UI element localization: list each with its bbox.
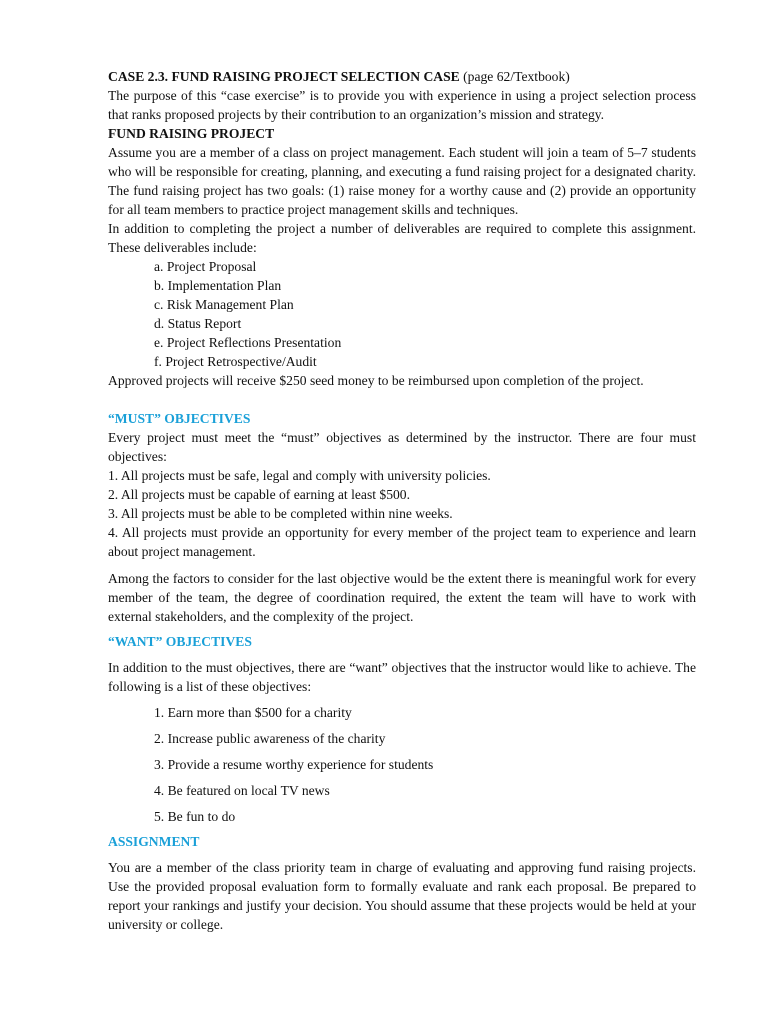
list-item: 2. All projects must be capable of earning at least $500. — [108, 487, 410, 502]
intro-paragraph: The purpose of this “case exercise” is to provide you with experience in using a project selection process that ranks proposed projects by their contribution to an organization’s mission and strategy. — [108, 88, 696, 122]
must-factors-paragraph: Among the factors to consider for the last objective would be the extent there is meaningful work for every member of the team, the degree of coordination required, the extent the team will have to work with external stakeholders, and the complexity of the project. — [108, 571, 696, 624]
list-item: 1. Earn more than $500 for a charity — [154, 705, 352, 720]
assignment-paragraph: You are a member of the class priority team in charge of evaluating and approving fund raising projects. Use the provided proposal evaluation form to formally evaluate and rank each proposal. Be prepared to report your rankings and justify your decision. You should assume that these projects would be held at your university or college. — [108, 860, 696, 932]
case-title-bold: CASE 2.3. FUND RAISING PROJECT SELECTION CASE — [108, 69, 460, 84]
list-item: f. Project Retrospective/Audit — [154, 354, 317, 369]
want-objectives-list — [108, 703, 696, 826]
must-objectives-intro: Every project must meet the “must” objectives as determined by the instructor. There are four must objectives: — [108, 430, 696, 464]
list-item: 5. Be fun to do — [154, 809, 236, 824]
list-item: 1. All projects must be safe, legal and comply with university policies. — [108, 468, 491, 483]
deliverables-intro: In addition to completing the project a number of deliverables are required to complete this assignment. These deliverables include: — [108, 221, 696, 255]
list-item: e. Project Reflections Presentation — [154, 335, 342, 350]
assignment-heading: ASSIGNMENT — [108, 834, 200, 849]
must-objectives-heading: “MUST” OBJECTIVES — [108, 411, 251, 426]
list-item: 2. Increase public awareness of the charity — [154, 731, 386, 746]
list-item: c. Risk Management Plan — [154, 297, 294, 312]
list-item: 3. All projects must be able to be completed within nine weeks. — [108, 506, 453, 521]
must-objectives-list — [108, 466, 696, 561]
list-item: d. Status Report — [154, 316, 242, 331]
fund-raising-heading: FUND RAISING PROJECT — [108, 126, 275, 141]
list-item: b. Implementation Plan — [154, 278, 282, 293]
case-title-reference: (page 62/Textbook) — [459, 69, 570, 84]
want-objectives-intro: In addition to the must objectives, there are “want” objectives that the instructor would like to achieve. The following is a list of these objectives: — [108, 660, 696, 694]
list-item: 4. Be featured on local TV news — [154, 783, 330, 798]
list-item: 4. All projects must provide an opportunity for every member of the project team to experience and learn about project management. — [108, 525, 696, 559]
fund-raising-paragraph: Assume you are a member of a class on project management. Each student will join a team of 5–7 students who will be responsible for creating, planning, and executing a fund raising project for a designated charity. The fund raising project has two goals: (1) raise money for a worthy cause and (2) provide an opportunity for all team members to practice project management skills and techniques. — [108, 145, 696, 217]
want-objectives-heading: “WANT” OBJECTIVES — [108, 634, 252, 649]
list-item: a. Project Proposal — [154, 259, 257, 274]
blank-line — [108, 390, 696, 409]
seed-money-paragraph: Approved projects will receive $250 seed money to be reimbursed upon completion of the project. — [108, 373, 644, 388]
list-item: 3. Provide a resume worthy experience for students — [154, 757, 434, 772]
deliverables-list — [108, 257, 696, 371]
case-title — [108, 67, 696, 86]
